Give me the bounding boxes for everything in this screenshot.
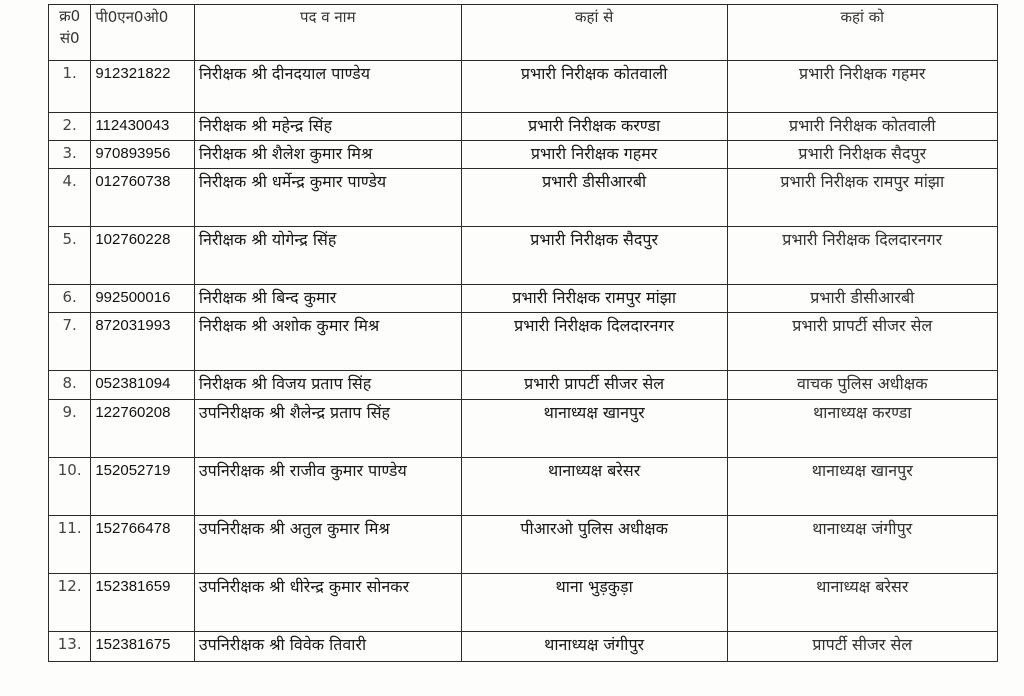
- cell-serial: 5.: [49, 227, 91, 285]
- table-row: [49, 227, 998, 285]
- cell-pno: 992500016: [91, 285, 194, 313]
- cell-serial: 2.: [49, 113, 91, 141]
- cell-name: उपनिरीक्षक श्री धीरेन्द्र कुमार सोनकर: [194, 574, 461, 632]
- table-row: [49, 458, 998, 516]
- table-row: [49, 141, 998, 169]
- cell-name: उपनिरीक्षक श्री अतुल कुमार मिश्र: [194, 516, 461, 574]
- cell-to: प्रापर्टी सीजर सेल: [727, 632, 997, 662]
- transfer-table: [48, 4, 998, 662]
- cell-from: थानाध्यक्ष खानपुर: [461, 400, 727, 458]
- cell-pno: 152381675: [91, 632, 194, 662]
- table-row: [49, 169, 998, 227]
- cell-pno: 102760228: [91, 227, 194, 285]
- table-row: [49, 632, 998, 662]
- cell-from: थानाध्यक्ष जंगीपुर: [461, 632, 727, 662]
- header-from: कहां से: [461, 5, 727, 61]
- header-serial: क्र0 सं0: [49, 5, 91, 61]
- cell-serial: 10.: [49, 458, 91, 516]
- cell-from: प्रभारी निरीक्षक करण्डा: [461, 113, 727, 141]
- cell-pno: 152052719: [91, 458, 194, 516]
- cell-from: प्रभारी प्रापर्टी सीजर सेल: [461, 371, 727, 400]
- cell-to: थानाध्यक्ष करण्डा: [727, 400, 997, 458]
- table-row: [49, 61, 998, 113]
- cell-from: थानाध्यक्ष बरेसर: [461, 458, 727, 516]
- cell-name: उपनिरीक्षक श्री शैलेन्द्र प्रताप सिंह: [194, 400, 461, 458]
- cell-from: प्रभारी निरीक्षक गहमर: [461, 141, 727, 169]
- table-row: [49, 113, 998, 141]
- cell-to: थानाध्यक्ष बरेसर: [727, 574, 997, 632]
- cell-serial: 8.: [49, 371, 91, 400]
- table-row: [49, 400, 998, 458]
- cell-pno: 152766478: [91, 516, 194, 574]
- cell-to: प्रभारी प्रापर्टी सीजर सेल: [727, 313, 997, 371]
- header-name: पद व नाम: [194, 5, 461, 61]
- cell-name: निरीक्षक श्री धर्मेन्द्र कुमार पाण्डेय: [194, 169, 461, 227]
- cell-to: प्रभारी निरीक्षक कोतवाली: [727, 113, 997, 141]
- cell-serial: 4.: [49, 169, 91, 227]
- cell-serial: 7.: [49, 313, 91, 371]
- cell-from: प्रभारी निरीक्षक दिलदारनगर: [461, 313, 727, 371]
- cell-to: प्रभारी निरीक्षक गहमर: [727, 61, 997, 113]
- cell-from: प्रभारी निरीक्षक कोतवाली: [461, 61, 727, 113]
- cell-name: निरीक्षक श्री दीनदयाल पाण्डेय: [194, 61, 461, 113]
- cell-pno: 152381659: [91, 574, 194, 632]
- cell-pno: 012760738: [91, 169, 194, 227]
- table-row: [49, 313, 998, 371]
- cell-name: निरीक्षक श्री शैलेश कुमार मिश्र: [194, 141, 461, 169]
- header-to: कहां को: [727, 5, 997, 61]
- cell-serial: 12.: [49, 574, 91, 632]
- cell-serial: 9.: [49, 400, 91, 458]
- table-row: [49, 285, 998, 313]
- table-row: [49, 516, 998, 574]
- table-row: [49, 371, 998, 400]
- cell-serial: 13.: [49, 632, 91, 662]
- table-header-row: [49, 5, 998, 61]
- cell-name: निरीक्षक श्री अशोक कुमार मिश्र: [194, 313, 461, 371]
- cell-pno: 112430043: [91, 113, 194, 141]
- table-row: [49, 574, 998, 632]
- cell-to: प्रभारी निरीक्षक दिलदारनगर: [727, 227, 997, 285]
- cell-to: थानाध्यक्ष खानपुर: [727, 458, 997, 516]
- cell-to: प्रभारी निरीक्षक सैदपुर: [727, 141, 997, 169]
- cell-serial: 1.: [49, 61, 91, 113]
- cell-name: उपनिरीक्षक श्री राजीव कुमार पाण्डेय: [194, 458, 461, 516]
- cell-name: निरीक्षक श्री योगेन्द्र सिंह: [194, 227, 461, 285]
- cell-pno: 872031993: [91, 313, 194, 371]
- cell-from: प्रभारी डीसीआरबी: [461, 169, 727, 227]
- cell-to: वाचक पुलिस अधीक्षक: [727, 371, 997, 400]
- cell-name: निरीक्षक श्री महेन्द्र सिंह: [194, 113, 461, 141]
- cell-serial: 11.: [49, 516, 91, 574]
- cell-from: प्रभारी निरीक्षक सैदपुर: [461, 227, 727, 285]
- cell-to: प्रभारी डीसीआरबी: [727, 285, 997, 313]
- cell-pno: 970893956: [91, 141, 194, 169]
- cell-from: प्रभारी निरीक्षक रामपुर मांझा: [461, 285, 727, 313]
- cell-pno: 912321822: [91, 61, 194, 113]
- cell-serial: 3.: [49, 141, 91, 169]
- cell-name: निरीक्षक श्री विजय प्रताप सिंह: [194, 371, 461, 400]
- cell-pno: 122760208: [91, 400, 194, 458]
- cell-to: थानाध्यक्ष जंगीपुर: [727, 516, 997, 574]
- cell-pno: 052381094: [91, 371, 194, 400]
- cell-name: उपनिरीक्षक श्री विवेक तिवारी: [194, 632, 461, 662]
- header-pno: पी0एन0ओ0: [91, 5, 194, 61]
- cell-from: थाना भुड़कुड़ा: [461, 574, 727, 632]
- cell-to: प्रभारी निरीक्षक रामपुर मांझा: [727, 169, 997, 227]
- cell-name: निरीक्षक श्री बिन्द कुमार: [194, 285, 461, 313]
- cell-from: पीआरओ पुलिस अधीक्षक: [461, 516, 727, 574]
- cell-serial: 6.: [49, 285, 91, 313]
